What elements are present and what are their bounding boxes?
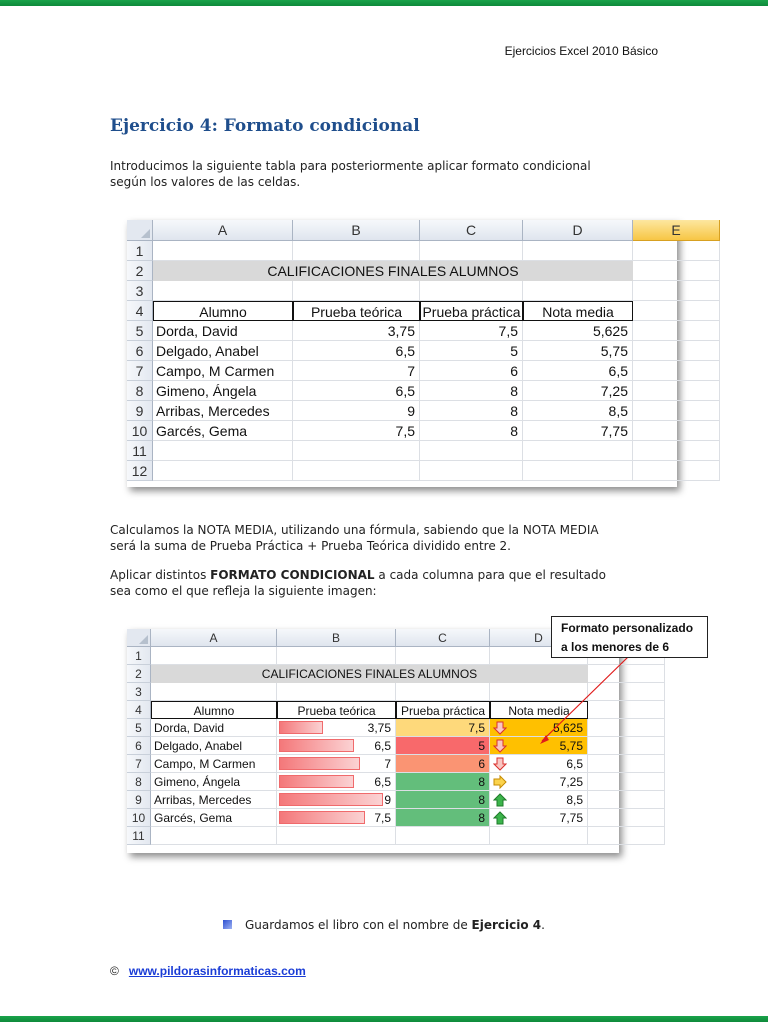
paragraph-formato-post: a cada columna para que el resultado: [374, 568, 606, 582]
cell-value: Campo, M Carmen: [156, 363, 275, 379]
paragraph-nota-media-line2: será la suma de Prueba Práctica + Prueba Teórica dividido entre 2.: [110, 539, 511, 553]
row-header-9[interactable]: 9: [127, 401, 153, 421]
cell-value: Dorda, David: [156, 323, 238, 339]
cell-value: 7: [407, 363, 415, 379]
save-post: .: [541, 918, 545, 932]
cell-value: 5,75: [600, 343, 628, 359]
title-banner[interactable]: CALIFICACIONES FINALES ALUMNOS: [153, 261, 633, 281]
cell-value: 7,5: [374, 811, 391, 825]
cell-value: Garcés, Gema: [156, 423, 248, 439]
copyright-symbol: ©: [110, 964, 119, 978]
paragraph-formato-pre: Aplicar distintos: [110, 568, 211, 582]
save-instruction: [245, 917, 545, 933]
table-header-cell[interactable]: Prueba práctica: [396, 701, 490, 719]
paragraph-formato-bold: FORMATO CONDICIONAL: [210, 568, 375, 582]
column-header-e[interactable]: E: [633, 220, 720, 241]
column-header-a[interactable]: A: [153, 220, 293, 241]
column-header-c[interactable]: C: [396, 629, 490, 647]
table-header-cell[interactable]: Nota media: [490, 701, 588, 719]
cell-value: 6,5: [395, 383, 415, 399]
row-header-8[interactable]: 8: [127, 773, 151, 791]
cell-value: 5,625: [592, 323, 628, 339]
row-header-3[interactable]: 3: [127, 281, 153, 301]
row-header-4[interactable]: 4: [127, 301, 153, 321]
cell-value: 7,75: [600, 423, 628, 439]
cell-value: 5: [510, 343, 518, 359]
cell-value: 8: [478, 775, 485, 789]
cell-value: Gimeno, Ángela: [156, 383, 257, 399]
column-header-d[interactable]: D: [523, 220, 633, 241]
cell-value: 6,5: [374, 739, 391, 753]
cell-value: 5: [478, 739, 485, 753]
cell-value: 6: [478, 757, 485, 771]
cell-value: 8: [510, 423, 518, 439]
cell-value: 7,25: [559, 775, 583, 789]
cell-value: 7,5: [468, 721, 485, 735]
cell-value: Dorda, David: [154, 721, 225, 735]
cell-value: Arribas, Mercedes: [156, 403, 270, 419]
cell-value: 8,5: [608, 403, 628, 419]
bullet-square-icon: [223, 920, 232, 929]
cell-value: 8,5: [566, 793, 583, 807]
table-header-cell[interactable]: Alumno: [153, 301, 293, 321]
cell-value: 7,25: [600, 383, 628, 399]
cell-value: 8: [478, 811, 485, 825]
row-header-5[interactable]: 5: [127, 719, 151, 737]
page-title: Ejercicio 4: Formato condicional: [110, 116, 420, 136]
cell-value: Campo, M Carmen: [154, 757, 256, 771]
paragraph-nota-media-line1: Calculamos la NOTA MEDIA, utilizando una fórmula, sabiendo que la NOTA MEDIA: [110, 523, 599, 537]
table-header-cell[interactable]: Nota media: [523, 301, 633, 321]
column-header-b[interactable]: B: [277, 629, 396, 647]
cell-value: 3,75: [367, 721, 391, 735]
row-header-7[interactable]: 7: [127, 361, 153, 381]
cell-value: Delgado, Anabel: [154, 739, 243, 753]
cell-value: 7: [384, 757, 391, 771]
row-header-4[interactable]: 4: [127, 701, 151, 719]
website-link[interactable]: www.pildorasinformaticas.com: [128, 964, 306, 978]
cell-value: Delgado, Anabel: [156, 343, 259, 359]
cell-value: Arribas, Mercedes: [154, 793, 252, 807]
row-header-5[interactable]: 5: [127, 321, 153, 341]
cell-value: 5,625: [552, 721, 583, 735]
row-header-2[interactable]: 2: [127, 665, 151, 683]
row-header-6[interactable]: 6: [127, 341, 153, 361]
row-header-1[interactable]: 1: [127, 241, 153, 261]
callout-line2: a los menores de 6: [561, 640, 670, 654]
row-header-3[interactable]: 3: [127, 683, 151, 701]
cell-value: 7,5: [498, 323, 518, 339]
cell-value: 8: [510, 403, 518, 419]
row-header-10[interactable]: 10: [127, 421, 153, 441]
row-header-11[interactable]: 11: [127, 827, 151, 845]
intro-line1: Introducimos la siguiente tabla para posteriormente aplicar formato condicional: [110, 159, 591, 173]
row-header-8[interactable]: 8: [127, 381, 153, 401]
cell-value: 9: [384, 793, 391, 807]
row-header-2[interactable]: 2: [127, 261, 153, 281]
row-header-1[interactable]: 1: [127, 647, 151, 665]
title-banner[interactable]: CALIFICACIONES FINALES ALUMNOS: [151, 665, 588, 683]
row-header-9[interactable]: 9: [127, 791, 151, 809]
column-header-c[interactable]: C: [420, 220, 523, 241]
row-header-7[interactable]: 7: [127, 755, 151, 773]
cell-value: 6,5: [608, 363, 628, 379]
column-header-b[interactable]: B: [293, 220, 420, 241]
callout-line1: Formato personalizado: [561, 621, 694, 635]
save-bold: Ejercicio 4: [471, 918, 542, 932]
cell-value: 6,5: [566, 757, 583, 771]
bottom-green-band: [0, 1016, 768, 1022]
footer: [110, 964, 306, 978]
cell-value: Gimeno, Ángela: [154, 775, 241, 789]
cell-value: 3,75: [387, 323, 415, 339]
cell-value: 7,5: [395, 423, 415, 439]
cell-value: 6: [510, 363, 518, 379]
cell-value: Garcés, Gema: [154, 811, 233, 825]
row-header-6[interactable]: 6: [127, 737, 151, 755]
table-header-cell[interactable]: Prueba práctica: [420, 301, 523, 321]
intro-line2: según los valores de las celdas.: [110, 175, 301, 189]
callout-box: [551, 616, 708, 658]
row-header-12[interactable]: 12: [127, 461, 153, 481]
table-header-cell[interactable]: Prueba teórica: [277, 701, 396, 719]
header-text: Ejercicios Excel 2010 Básico: [504, 44, 658, 58]
row-header-11[interactable]: 11: [127, 441, 153, 461]
cell-value: 8: [478, 793, 485, 807]
table-header-cell[interactable]: Prueba teórica: [293, 301, 420, 321]
column-header-a[interactable]: A: [151, 629, 277, 647]
paragraph-formato-line2: sea como el que refleja la siguiente imagen:: [110, 584, 377, 598]
save-pre: Guardamos el libro con el nombre de: [245, 918, 472, 932]
column-header-d[interactable]: D: [490, 629, 588, 647]
cell-value: 6,5: [395, 343, 415, 359]
row-header-10[interactable]: 10: [127, 809, 151, 827]
cell-value: 7,75: [559, 811, 583, 825]
table-header-cell[interactable]: Alumno: [151, 701, 277, 719]
cell-value: 5,75: [559, 739, 583, 753]
cell-value: 6,5: [374, 775, 391, 789]
cell-value: 8: [510, 383, 518, 399]
cell-value: 9: [407, 403, 415, 419]
